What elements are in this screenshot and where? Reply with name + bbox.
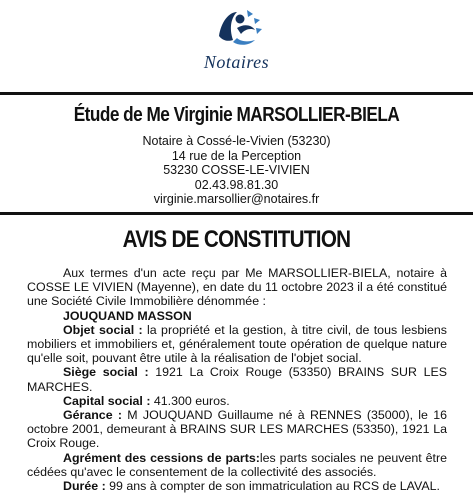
clause-share-transfer bbox=[27, 451, 447, 479]
clause-label: Objet social : bbox=[63, 322, 143, 337]
clause-headquarters bbox=[27, 365, 447, 393]
study-address-line-1: Notaire à Cossé-le-Vivien (53230) bbox=[142, 134, 331, 148]
clause-capital bbox=[27, 394, 447, 408]
clause-text: les parts sociales ne peuvent être cédées qu'avec le consentement de la collectivité des associés. bbox=[27, 450, 447, 479]
clause-label: Siège social : bbox=[63, 365, 149, 380]
study-title: Étude de Me Virginie MARSOLLIER-BIELA bbox=[73, 104, 400, 126]
company-name-text: JOUQUAND MASSON bbox=[63, 308, 192, 323]
clause-text: M JOUQUAND Guillaume né à RENNES (35000), le 16 octobre 2001, demeurant à BRAINS SUR LES MARCHES (53350), 1921 La Croix Rouge. bbox=[27, 408, 447, 451]
study-phone: 02.43.98.81.30 bbox=[194, 177, 279, 192]
study-address-line-3: 53230 COSSE-LE-VIVIEN bbox=[163, 163, 310, 178]
notice-intro: Aux termes d'un acte reçu par Me MARSOLLIER-BIELA, notaire à COSSE LE VIVIEN (Mayenne), en date du 11 octobre 2023 il a été constitué une Société Civile Immobilière dénommée : bbox=[27, 266, 447, 309]
notaires-wordmark: Notaires bbox=[203, 52, 270, 72]
notaires-emblem-icon bbox=[207, 6, 267, 48]
clause-text: 99 ans à compter de son immatriculation au RCS de LAVAL. bbox=[105, 479, 440, 493]
study-contact-block bbox=[0, 134, 473, 207]
clause-text: 1921 La Croix Rouge (53350) BRAINS SUR LES MARCHES. bbox=[27, 365, 447, 394]
clause-label: Capital social : bbox=[63, 393, 151, 408]
clause-label: Durée : bbox=[63, 479, 106, 493]
clause-object bbox=[27, 323, 447, 366]
clause-text: 41.300 euros. bbox=[150, 393, 230, 408]
top-divider bbox=[0, 92, 473, 95]
notice-title: AVIS DE CONSTITUTION bbox=[122, 226, 351, 253]
clause-label: Gérance : bbox=[63, 408, 122, 423]
middle-divider bbox=[0, 212, 473, 215]
company-name bbox=[27, 309, 447, 323]
clause-label: Agrément des cessions de parts: bbox=[63, 450, 260, 465]
notaires-logo bbox=[0, 6, 473, 76]
study-address-line-2: 14 rue de la Perception bbox=[171, 148, 302, 163]
clause-text: la propriété et la gestion, à titre civil, de tous lesbiens mobiliers et immobiliers et, généralement toute opération de quelque nature qu'elle soit, pouvant être utile à la réalisation de l'objet social. bbox=[27, 322, 447, 366]
clause-duration bbox=[27, 479, 447, 493]
clause-management bbox=[27, 408, 447, 451]
notice-body bbox=[27, 266, 447, 493]
study-email: virginie.marsollier@notaires.fr bbox=[153, 192, 320, 207]
